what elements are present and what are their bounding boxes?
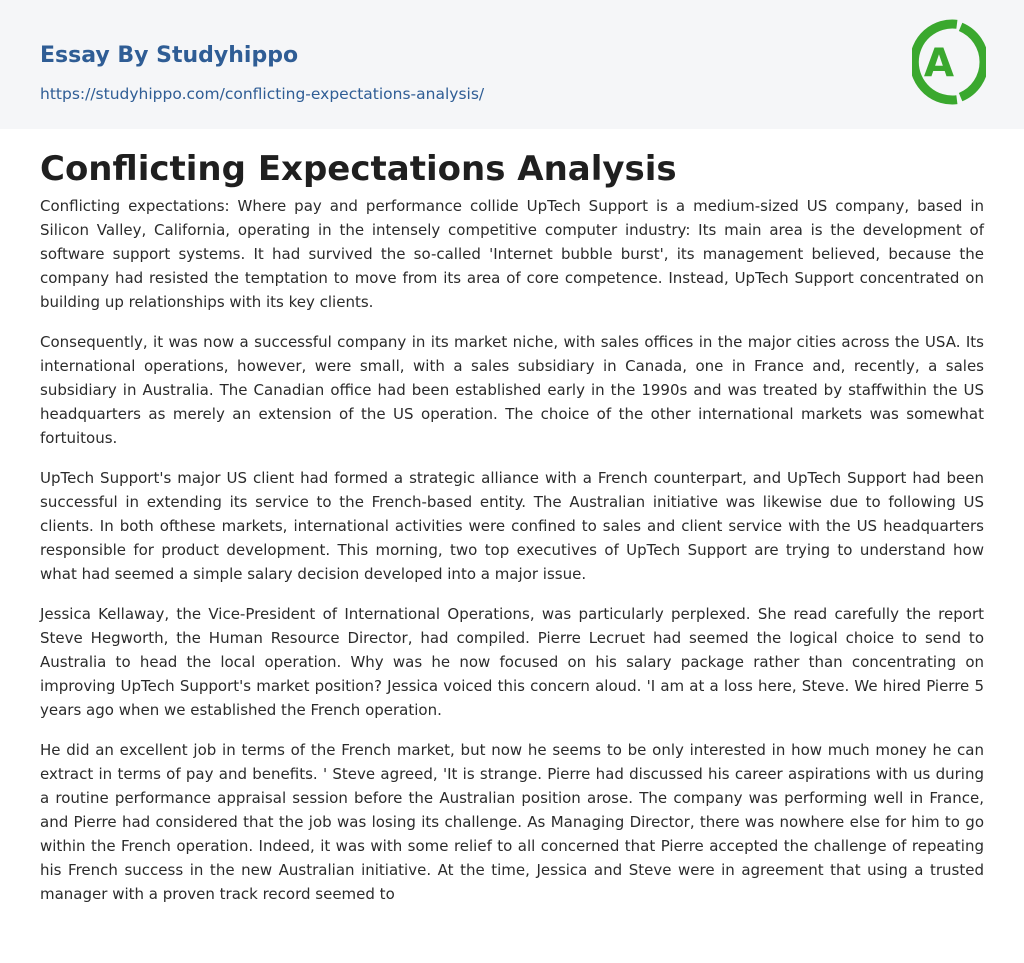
studyhippo-logo[interactable] [912,19,986,105]
paragraph: Jessica Kellaway, the Vice-President of International Operations, was particularly perplexed. She read carefully the report Steve Hegworth, the Human Resource Director, had compiled. Pierre Lecruet had seemed the logical choice to send to Australia to head the local operation. Why was he now focused on his salary package rather than concentrating on improving UpTech Support's market position? Jessica voiced this concern aloud. 'I am at a loss here, Steve. We hired Pierre 5 years ago when we established the French operation. [40,605,984,719]
logo-a-icon [912,19,986,105]
page-title: Conflicting Expectations Analysis [40,149,677,189]
paragraph: Consequently, it was now a successful company in its market niche, with sales offices in the major cities across the USA. Its international operations, however, were small, with a sales subsidiary in Canada, one in France and, recently, a sales subsidiary in Australia. The Canadian office had been established early in the 1990s and was treated by staffwithin the US headquarters as merely an extension of the US operation. The choice of the other international markets was somewhat fortuitous. [40,333,984,447]
article [40,146,984,922]
paragraph: UpTech Support's major US client had formed a strategic alliance with a French counterpart, and UpTech Support had been successful in extending its service to the French-based entity. The Australian initiative was likewise due to following US clients. In both ofthese markets, international activities were confined to sales and client service with the US headquarters responsible for product development. This morning, two top executives of UpTech Support are trying to understand how what had seemed a simple salary decision developed into a major issue. [40,469,984,583]
logo-letter: A [923,41,955,86]
paragraph: He did an excellent job in terms of the French market, but now he seems to be only interested in how much money he can extract in terms of pay and benefits. ' Steve agreed, 'It is strange. Pierre had discussed his career aspirations with us during a routine performance appraisal session before the Australian position arose. The company was performing well in France, and Pierre had considered that the job was losing its challenge. As Managing Director, there was nowhere else for him to go within the French operation. Indeed, it was with some relief to all concerned that Pierre accepted the challenge of repeating his French success in the new Australian initiative. At the time, Jessica and Steve were in agreement that using a trusted manager with a proven track record seemed to [40,741,984,903]
site-header [0,0,1024,129]
site-title[interactable]: Essay By Studyhippo [40,43,299,68]
source-url-link[interactable]: https://studyhippo.com/conflicting-expectations-analysis/ [40,85,485,103]
paragraph: Conflicting expectations: Where pay and performance collide UpTech Support is a medium-sized US company, based in Silicon Valley, California, operating in the intensely competitive computer industry: Its main area is the development of software support systems. It had survived the so-called 'Internet bubble burst', its management believed, because the company had resisted the temptation to move from its area of core competence. Instead, UpTech Support concentrated on building up relationships with its key clients. [40,197,984,311]
